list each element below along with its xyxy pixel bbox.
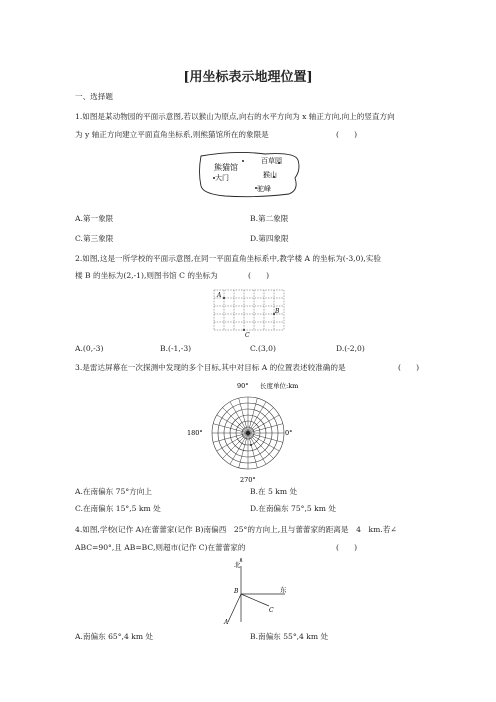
compass-figure <box>225 558 295 626</box>
map-label-herb-garden: 百草园 <box>261 157 282 165</box>
q3-option-a: A.在南偏东 75°方向上 <box>75 487 152 496</box>
compass-north-label: 北 <box>234 561 241 569</box>
q3-option-b: B.在 5 km 处 <box>250 487 298 496</box>
q2-option-a: A.(0,-3) <box>75 344 104 353</box>
grid-point-b-label: B <box>275 308 280 315</box>
q1-option-c: C.第三象限 <box>75 234 114 243</box>
page-title: [用坐标表示地理位置] <box>183 70 313 85</box>
compass-point-a-label: A <box>224 619 229 626</box>
grid-point-a-label: A <box>217 292 222 299</box>
q1-text-line2: 为 y 轴正方向建立平面直角坐标系,则熊猫馆所在的象限是 <box>75 130 269 139</box>
zoo-map-figure <box>195 148 305 200</box>
q2-text-line1: 2.如图,这是一所学校的平面示意图,在同一平面直角坐标系中,教学楼 A 的坐标为(-3,0),实验 <box>75 254 381 263</box>
compass-east-label: 东 <box>280 586 287 594</box>
q3-option-c: C.在南偏东 15°,5 km 处 <box>75 504 161 513</box>
q1-answer-paren: ( ) <box>336 130 358 139</box>
radar-label-0: 0° <box>285 429 293 437</box>
q4-answer-paren: ( ) <box>336 543 358 552</box>
q2-option-b: B.(-1,-3) <box>160 344 192 353</box>
section-heading: 一、选择题 <box>75 92 113 101</box>
q2-text-line2: 楼 B 的坐标为(2,-1),则图书馆 C 的坐标为 <box>75 271 218 280</box>
grid-point-c-label: C <box>245 332 250 339</box>
q4-text-line1: 4.如图,学校(记作 A)在蕾蕾家(记作 B)南偏西 25°的方向上,且与蕾蕾家的距离是 4 km.若∠ <box>75 525 397 534</box>
radar-figure <box>180 380 320 484</box>
q1-option-d: D.第四象限 <box>250 234 289 243</box>
map-label-monkey-hill: 猴山 <box>263 171 277 179</box>
q1-option-a: A.第一象限 <box>75 214 114 223</box>
q3-option-d: D.在南偏东 75°,5 km 处 <box>250 504 336 513</box>
q4-option-a: A.南偏东 65°,4 km 处 <box>75 632 154 641</box>
school-grid-figure <box>212 288 287 338</box>
radar-label-90: 90° <box>237 382 249 390</box>
q3-text-line1: 3.是雷达屏幕在一次探测中发现的多个目标,其中对目标 A 的位置表述较准确的是 <box>75 363 346 372</box>
radar-label-270: 270° <box>240 476 256 484</box>
q1-option-b: B.第二象限 <box>250 214 289 223</box>
q2-option-c: C.(3,0) <box>250 344 276 353</box>
q3-answer-paren: ( ) <box>398 363 420 372</box>
map-label-panda: 熊猫馆 <box>214 163 238 172</box>
q1-text-line1: 1.如图是某动物园的平面示意图,若以猴山为原点,向右的水平方向为 x 轴正方向,向上的竖直方向 <box>75 112 395 121</box>
compass-point-b-label: B <box>234 588 239 595</box>
q4-text-line2: ABC=90°,且 AB=BC,则超市(记作 C)在蕾蕾家的 <box>75 543 246 552</box>
q4-option-b: B.南偏东 55°,4 km 处 <box>250 632 329 641</box>
compass-point-c-label: C <box>269 607 274 614</box>
radar-unit-label: 长度单位:km <box>260 382 299 390</box>
q2-option-d: D.(-2,0) <box>336 344 365 353</box>
map-label-camel: 驼峰 <box>257 185 271 193</box>
map-label-gate: 大门 <box>215 174 229 182</box>
q2-answer-paren: ( ) <box>248 271 270 280</box>
radar-label-180: 180° <box>187 429 203 437</box>
